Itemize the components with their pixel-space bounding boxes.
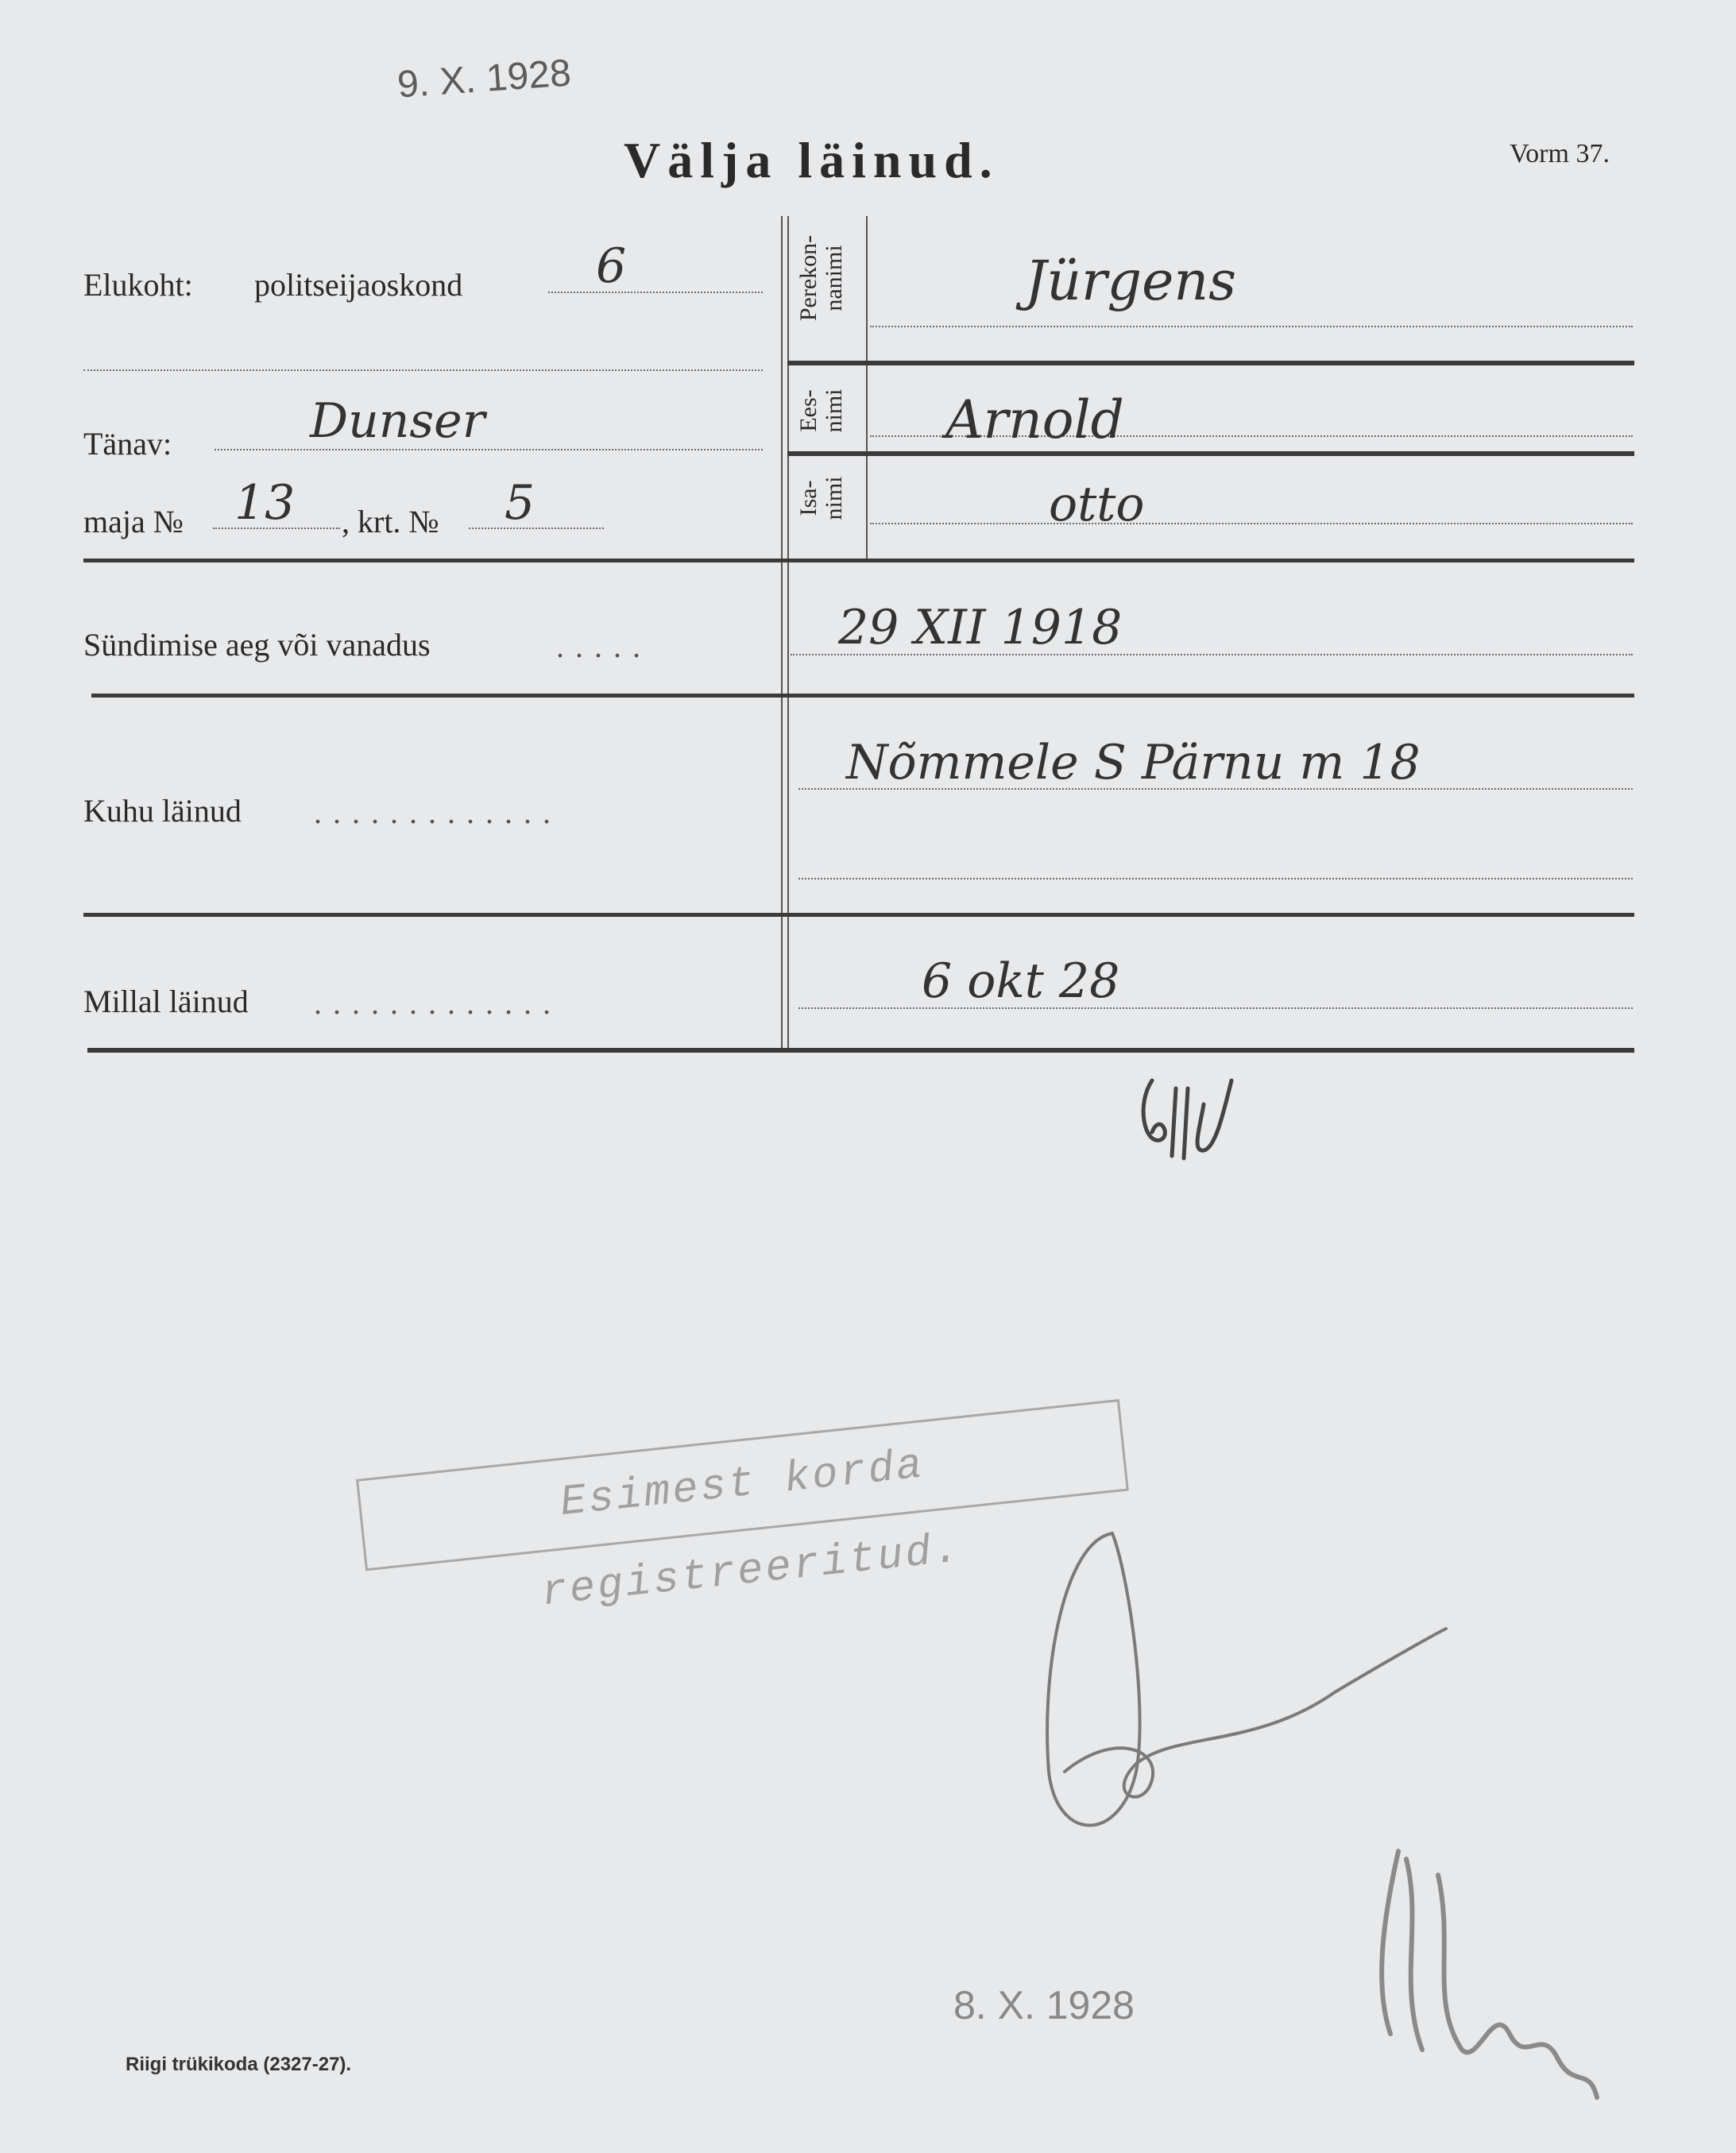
column-divider-right [787, 216, 789, 1049]
kuhu-line-2 [798, 878, 1633, 879]
elukoht-extra-line [83, 369, 763, 371]
scribble-signature [1351, 1827, 1613, 2145]
perekonnanimi-label: Perekon- nanimi [795, 234, 847, 322]
section-rule-2 [91, 694, 1634, 698]
krt-line [469, 528, 604, 529]
politseijaoskond-value: 6 [596, 238, 627, 294]
krt-label: , krt. № [342, 504, 439, 539]
initials-signature [1128, 1057, 1255, 1176]
section-rule-1 [83, 559, 1634, 562]
maja-label: maja № [83, 504, 184, 539]
politseijaoskond-line [548, 292, 763, 293]
perekonnanimi-line [870, 326, 1633, 327]
krt-value: 5 [505, 475, 535, 531]
kuhu-leader: ............. [314, 794, 562, 830]
tanav-label: Tänav: [83, 426, 172, 462]
name-rule-1 [787, 361, 1634, 365]
large-signature [1017, 1509, 1462, 1867]
printer-imprint: Riigi trükikoda (2327-27). [126, 2054, 352, 2075]
kuhu-label: Kuhu läinud [83, 793, 242, 829]
sundimise-label: Sündimise aeg või vanadus [83, 627, 431, 663]
form-title: Välja läinud. [624, 132, 999, 188]
kuhu-value: Nõmmele S Pärnu m 18 [846, 735, 1421, 790]
tanav-value: Dunser [310, 393, 485, 449]
bottom-date-stamp: 8. X. 1928 [953, 1983, 1135, 2027]
eesnimi-value: Arnold [945, 389, 1124, 450]
top-date-stamp: 9. X. 1928 [396, 52, 573, 106]
section-rule-4 [87, 1048, 1634, 1053]
tanav-line [215, 449, 763, 450]
sundimise-leader: ..... [556, 628, 651, 664]
section-rule-3 [83, 913, 1634, 917]
column-divider-left [781, 216, 783, 1049]
name-rule-2 [787, 451, 1634, 456]
perekonnanimi-value: Jürgens [1025, 250, 1237, 313]
millal-value: 6 okt 28 [922, 953, 1120, 1009]
eesnimi-label: Ees- nimi [795, 388, 847, 433]
isanimi-line [870, 523, 1633, 524]
elukoht-label: Elukoht: [83, 267, 193, 303]
register-stamp: Esimest korda registreeritud. [356, 1399, 1129, 1571]
isanimi-label: Isa- nimi [795, 476, 847, 520]
maja-value: 13 [234, 475, 296, 531]
millal-label: Millal läinud [83, 984, 249, 1019]
form-number: Vorm 37. [1510, 139, 1610, 168]
millal-leader: ............. [314, 985, 562, 1021]
politseijaoskond-label: politseijaoskond [254, 267, 463, 303]
sundimise-value: 29 XII 1918 [838, 600, 1123, 655]
isanimi-value: otto [1049, 477, 1145, 532]
name-label-divider [866, 216, 868, 559]
